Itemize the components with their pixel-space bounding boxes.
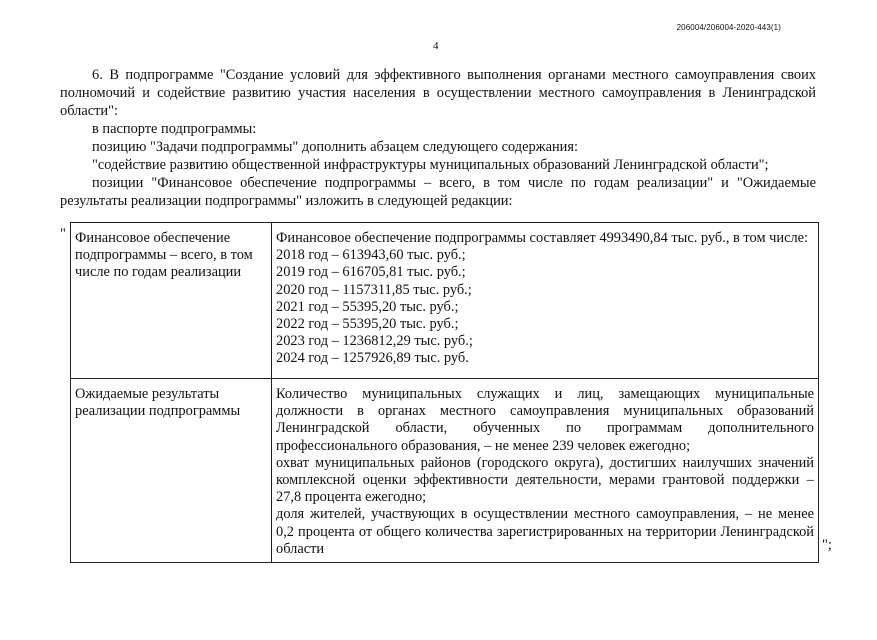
financing-year-2019: 2019 год – 616705,81 тыс. руб.; bbox=[276, 264, 466, 281]
financing-year-2024: 2024 год – 1257926,89 тыс. руб. bbox=[276, 350, 469, 367]
result-item-residents: доля жителей, участвующих в осуществлении местного самоуправления, – не менее 0,2 процента от общего количества зарегистрированных на территории Ленинградской области bbox=[276, 506, 814, 557]
result-item-employees: Количество муниципальных служащих и лиц, замещающих муниципальные должности в органах местного самоуправления муниципальных образований Ленинградской области, обученных по программам дополнительного профессионального образования, – не менее 239 человек ежегодно; bbox=[276, 386, 814, 454]
table-close-quote: "; bbox=[822, 537, 832, 553]
page-number: 4 bbox=[433, 40, 439, 52]
subprogram-passport-table bbox=[70, 222, 819, 563]
result-item-districts: охват муниципальных районов (городского округа), достигших наилучших значений комплексной оценки эффективности деятельности, мерами грантовой поддержки – 27,8 процента ежегодно; bbox=[276, 454, 814, 506]
financing-year-2018: 2018 год – 613943,60 тыс. руб.; bbox=[276, 247, 466, 264]
financing-year-2021: 2021 год – 55395,20 тыс. руб.; bbox=[276, 298, 459, 315]
financing-label-cell: Финансовое обеспечение подпрограммы – всего, в том числе по годам реализации bbox=[71, 223, 272, 379]
table-row bbox=[71, 223, 819, 379]
table-row bbox=[71, 379, 819, 563]
table-open-quote: " bbox=[60, 226, 66, 242]
paragraph-tasks: позицию "Задачи подпрограммы" дополнить абзацем следующего содержания: bbox=[92, 139, 578, 155]
paragraph-quote: "содействие развитию общественной инфраструктуры муниципальных образований Ленинградской области"; bbox=[92, 157, 769, 173]
results-value-cell bbox=[272, 379, 819, 563]
financing-year-2023: 2023 год – 1236812,29 тыс. руб.; bbox=[276, 333, 473, 350]
document-code: 206004/206004-2020-443(1) bbox=[676, 23, 781, 32]
results-label-cell: Ожидаемые результаты реализации подпрограммы bbox=[71, 379, 272, 563]
document-body bbox=[60, 66, 816, 210]
paragraph-item-6: 6. В подпрограмме "Создание условий для эффективного выполнения органами местного самоуправления своих полномочий и содействие развитию участия населения в осуществлении местного самоуправления в Ленинградской области": bbox=[60, 67, 816, 119]
financing-year-2020: 2020 год – 1157311,85 тыс. руб.; bbox=[276, 281, 472, 298]
paragraph-passport: в паспорте подпрограммы: bbox=[92, 121, 257, 137]
financing-year-2022: 2022 год – 55395,20 тыс. руб.; bbox=[276, 316, 459, 333]
financing-value-cell bbox=[272, 223, 819, 379]
financing-intro: Финансовое обеспечение подпрограммы составляет 4993490,84 тыс. руб., в том числе: bbox=[276, 230, 809, 246]
paragraph-positions: позиции "Финансовое обеспечение подпрограммы – всего, в том числе по годам реализации" и "Ожидаемые результаты реализации подпрограммы" изложить в следующей редакции: bbox=[60, 175, 816, 209]
